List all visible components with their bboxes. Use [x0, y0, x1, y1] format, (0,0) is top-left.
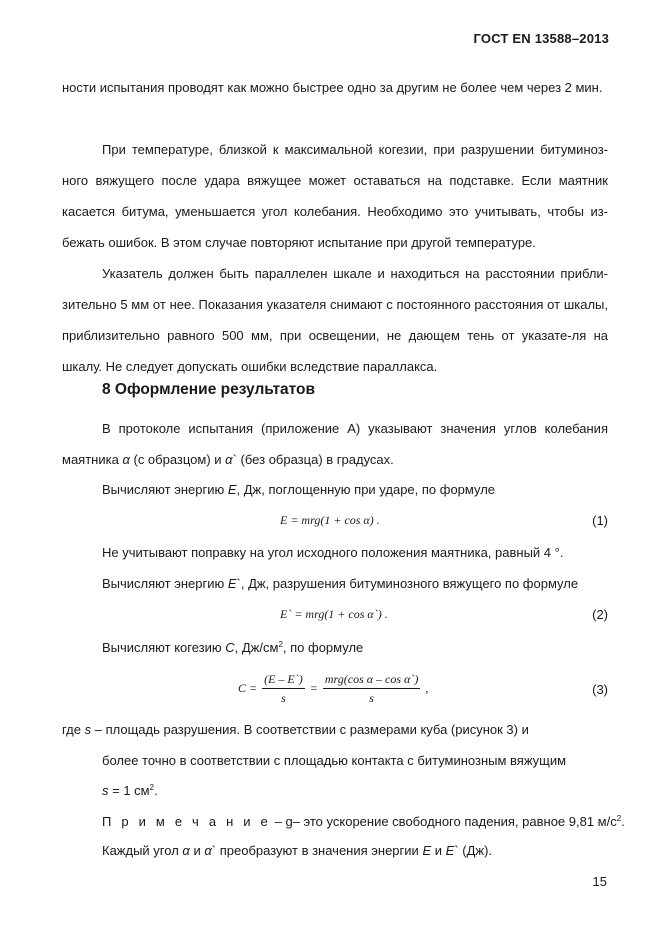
where-s-continuation: более точно в соответствии с площадью контакта с битуминозным вяжущим: [102, 753, 567, 768]
formula-3: C = $\frac{(E - E`)}{s}$ = $\frac{\text{mrg(cos α – cos α`)}}{s}$ ,: [238, 672, 429, 705]
calc-cohesion: Вычисляют когезию C, $Дж/см^2$, по формуле: [102, 640, 364, 655]
equation-number-1: (1): [592, 513, 608, 528]
convert-angles: Каждый угол α и α` преобразуют в значения энергии E и E` (Дж).: [102, 843, 493, 858]
formula-2: E` = mrg(1 + cos α`) .: [280, 607, 388, 621]
paragraph-continuation: ности испытания проводят как можно быстрее одно за другим не более чем через 2 мин.: [62, 80, 603, 95]
paragraph-pointer: Указатель должен быть параллелен шкале и находиться на расстоянии прибли-зительно 5 мм от нее. Показания указателя снимают с постоянного расстояния от шкалы, приблизительно равного 500 мм, при освещении, не дающем тень от указате-ля на шкалу. Не следует допускать ошибки вследствие параллакса.: [62, 266, 608, 374]
note: П р и м е ч а н и е – g– это ускорение свободного падения, равное 9,81 $м/с^2$.: [102, 814, 625, 829]
no-correction-text: Не учитывают поправку на угол исходного положения маятника, равный 4 °.: [102, 545, 564, 560]
document-header: ГОСТ EN 13588–2013: [473, 31, 609, 46]
equation-number-2: (2): [592, 607, 608, 622]
section-heading: 8 Оформление результатов: [102, 381, 316, 398]
page-number: 15: [592, 874, 607, 889]
calc-energy-e: Вычисляют энергию E, Дж, поглощенную при ударе, по формуле: [102, 482, 496, 497]
formula-1: E = mrg(1 + cos α) .: [280, 513, 380, 527]
paragraph-temperature: При температуре, близкой к максимальной когезии, при разрушении битуминоз-ного вяжущего после удара вяжущее может оставаться на подставке. Если маятник касается битума, уменьшается угол колебания. Необходимо это учитывать, чтобы из-бежать ошибок. В этом случае повторяют испытание при другой температуре.: [62, 142, 608, 250]
paragraph-protocol: В протоколе испытания (приложение А) указывают значения углов колебания маятника α (с образцом) и α` (без образца) в градусах.: [62, 421, 608, 467]
fraction-1: $\frac{(E - E`)}{s}$: [264, 672, 303, 705]
equation-number-3: (3): [592, 682, 608, 697]
where-s-definition: где s – площадь разрушения. В соответствии с размерами куба (рисунок 3) и: [62, 722, 529, 737]
fraction-2: $\frac{\text{mrg(cos α – cos α`)}}{s}$: [324, 672, 419, 705]
calc-energy-e-prime: Вычисляют энергию E`, Дж, разрушения битуминозного вяжущего по формуле: [102, 576, 579, 591]
s-value: s = 1 $см^2$.: [102, 783, 158, 798]
